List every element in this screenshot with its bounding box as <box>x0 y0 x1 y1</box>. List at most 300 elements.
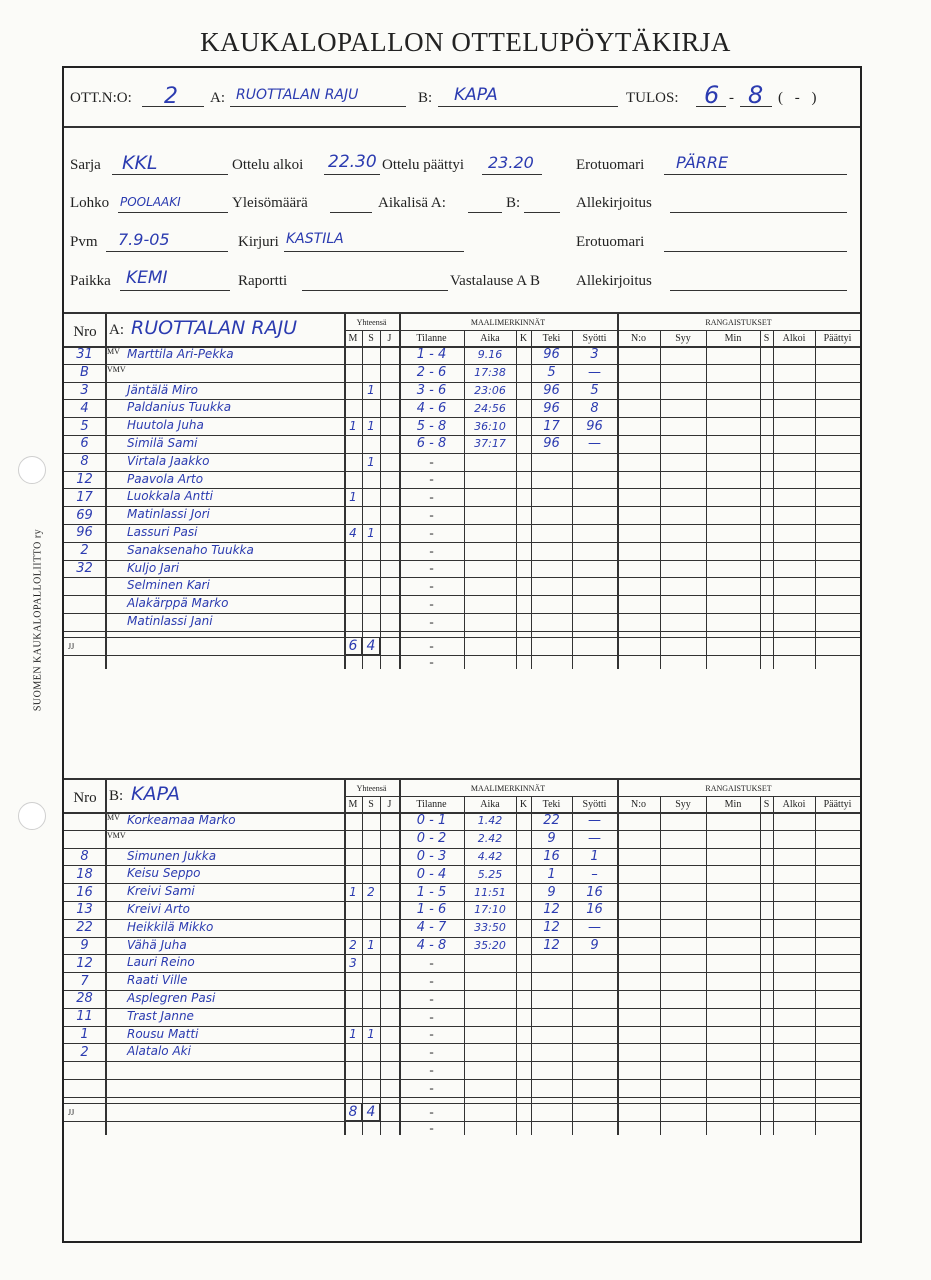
m-header: M <box>348 798 358 810</box>
player-goals <box>344 901 362 919</box>
player-assists <box>362 560 380 578</box>
sarja-value: KKL <box>122 152 158 174</box>
tulos-a-value: 6 <box>704 81 720 109</box>
player-assists <box>362 364 380 382</box>
goal-aika: 17:38 <box>474 366 506 380</box>
player-goals: 1 <box>349 885 357 900</box>
j-header: J <box>387 798 392 810</box>
jj-label: JJ <box>68 641 75 651</box>
player-name: Keisu Seppo <box>127 866 201 881</box>
player-assists <box>362 1061 380 1079</box>
player-name: Similä Sami <box>127 436 198 450</box>
player-assists <box>362 1079 380 1097</box>
paattyi-header: Päättyi <box>823 798 852 810</box>
player-number: 2 <box>80 1044 89 1060</box>
goal-syotti: 1 <box>590 848 599 864</box>
lohko-value: POOLAAKI <box>120 195 181 209</box>
goal-syotti: 9 <box>590 937 599 953</box>
j-header: J <box>387 332 392 344</box>
player-name: Jäntälä Miro <box>127 382 199 397</box>
alkoi-value: 22.30 <box>328 152 377 172</box>
table-row <box>64 1061 860 1079</box>
s-header: S <box>368 798 374 810</box>
player-number: 3 <box>80 382 89 398</box>
syy-header: Syy <box>675 332 691 344</box>
jj-assists-total: 4 <box>362 1103 380 1121</box>
goal-syotti: — <box>588 920 601 936</box>
player-name: Matinlassi Jori <box>127 507 210 522</box>
goal-tilanne: 5 - 8 <box>416 418 447 434</box>
player-number: 18 <box>76 866 93 882</box>
player-assists <box>362 613 380 631</box>
raportti-line <box>302 290 448 291</box>
player-goals <box>344 542 362 560</box>
goal-empty-dash: - <box>429 990 434 1006</box>
goal-tilanne: 4 - 8 <box>416 937 447 953</box>
nro-header: Nro <box>73 323 97 340</box>
vastalause-label: Vastalause A B <box>450 273 540 289</box>
player-assists <box>362 1008 380 1026</box>
goal-teki: 96 <box>543 347 560 363</box>
goal-aika: 24:56 <box>474 401 506 415</box>
player-goals <box>344 812 362 830</box>
player-goals <box>344 990 362 1008</box>
player-assists <box>362 830 380 848</box>
goal-empty-dash: - <box>429 1044 434 1060</box>
goal-empty-dash: - <box>429 489 434 505</box>
player-number: 13 <box>76 902 93 918</box>
table-row <box>64 471 860 489</box>
player-number: 11 <box>76 1009 93 1025</box>
table-row <box>64 830 860 848</box>
goal-syotti: 16 <box>586 902 603 918</box>
player-name: Heikkilä Mikko <box>127 919 214 934</box>
goal-syotti: — <box>588 813 601 829</box>
player-number <box>64 1061 105 1079</box>
goal-teki: 96 <box>543 436 560 452</box>
player-number: 8 <box>80 454 89 470</box>
pvm-value: 7.9-05 <box>118 230 170 249</box>
goal-aika: 37:17 <box>474 437 506 451</box>
erotuomari1-label: Erotuomari <box>576 157 645 173</box>
rangaistukset-header: RANGAISTUKSET <box>705 317 772 327</box>
team-a-section <box>64 314 860 776</box>
rs-header: S <box>763 798 770 810</box>
goal-aika: 11:51 <box>474 885 506 899</box>
teki-header: Teki <box>542 798 561 810</box>
goal-empty-dash: - <box>429 524 434 540</box>
kirjuri-value: KASTILA <box>286 231 344 247</box>
goal-empty-dash: - <box>429 1119 434 1135</box>
table-row <box>64 506 860 524</box>
table-row <box>64 937 860 955</box>
player-goals <box>344 919 362 937</box>
player-assists <box>362 595 380 613</box>
player-name: Alakärppä Marko <box>127 596 229 611</box>
goal-empty-dash: - <box>429 1008 434 1024</box>
min-header: Min <box>724 798 742 810</box>
goal-empty-dash: - <box>429 596 434 612</box>
player-number: 6 <box>80 436 89 452</box>
table-row <box>64 346 860 364</box>
tulos-paren: ( - ) <box>778 90 821 106</box>
table-row <box>64 542 860 560</box>
form-frame <box>62 66 862 1243</box>
table-row <box>64 435 860 453</box>
player-assists <box>362 848 380 866</box>
player-number: 32 <box>76 560 93 576</box>
player-goals <box>344 399 362 417</box>
row-line <box>64 631 860 632</box>
player-number <box>64 812 105 830</box>
player-goals <box>344 453 362 471</box>
player-goals <box>344 972 362 990</box>
yleiso-line <box>330 212 372 213</box>
player-number: 9 <box>80 937 89 953</box>
goal-empty-dash: - <box>429 955 434 971</box>
player-number <box>64 613 105 631</box>
kirjuri-label: Kirjuri <box>238 234 279 250</box>
player-name: Matinlassi Jani <box>127 614 213 628</box>
allek2-line <box>670 290 847 291</box>
goal-aika: 5.25 <box>477 867 503 881</box>
player-name: Luokkala Antti <box>127 489 213 504</box>
teamA-name: RUOTTALAN RAJU <box>131 317 298 339</box>
goal-teki: 9 <box>547 831 556 847</box>
table-row <box>64 1008 860 1026</box>
player-number <box>64 577 105 595</box>
paattyi-line <box>482 174 542 175</box>
table-row <box>64 577 860 595</box>
pvm-label: Pvm <box>70 234 98 250</box>
table-row <box>64 812 860 830</box>
table-row <box>64 883 860 901</box>
player-name: Raati Ville <box>127 973 188 988</box>
rno-header: N:o <box>631 798 646 810</box>
goal-teki: 12 <box>543 937 560 953</box>
table-row <box>64 972 860 990</box>
player-goals <box>344 1043 362 1061</box>
teki-header: Teki <box>542 332 561 344</box>
goal-tilanne: 1 - 4 <box>416 347 447 363</box>
allek2-label: Allekirjoitus <box>576 273 652 289</box>
jj-goals-total: 8 <box>344 1103 362 1121</box>
yhteensa-header: Yhteensä <box>356 783 387 793</box>
player-number <box>64 595 105 613</box>
k-header: K <box>519 332 528 344</box>
goal-teki: 22 <box>543 813 560 829</box>
player-goals <box>344 1061 362 1079</box>
table-row <box>64 364 860 382</box>
form-title: KAUKALOPALLON OTTELUPÖYTÄKIRJA <box>200 27 731 57</box>
mv-label: MV <box>107 347 120 356</box>
table-row <box>64 613 860 631</box>
player-number: 2 <box>80 543 89 559</box>
player-goals <box>344 848 362 866</box>
goal-syotti: 8 <box>590 400 599 416</box>
goal-aika: 33:50 <box>474 921 506 935</box>
teamB-label: B: <box>109 788 124 804</box>
player-number: 4 <box>80 400 89 416</box>
player-number: 96 <box>76 525 93 541</box>
paikka-label: Paikka <box>70 273 111 289</box>
goal-tilanne: 6 - 8 <box>416 436 447 452</box>
goal-syotti: – <box>591 866 598 882</box>
player-assists <box>362 506 380 524</box>
player-number: 7 <box>80 973 89 989</box>
player-name: Paldanius Tuukka <box>127 400 232 415</box>
goal-teki: 96 <box>543 400 560 416</box>
table-row <box>64 1043 860 1061</box>
goal-empty-dash: - <box>429 613 434 629</box>
mv-label: MV <box>107 813 120 822</box>
aikalisa-a-line <box>468 212 502 213</box>
player-name: Huutola Juha <box>127 418 204 433</box>
player-goals <box>344 577 362 595</box>
table-row <box>64 1079 860 1097</box>
player-goals <box>344 506 362 524</box>
goal-tilanne: 1 - 5 <box>416 884 447 900</box>
tilanne-header: Tilanne <box>416 332 447 344</box>
player-assists <box>362 901 380 919</box>
goal-aika: 36:10 <box>474 419 506 433</box>
player-goals <box>344 346 362 364</box>
player-goals <box>344 560 362 578</box>
allek1-label: Allekirjoitus <box>576 195 652 211</box>
sarja-line <box>112 174 228 175</box>
player-assists <box>362 435 380 453</box>
goal-teki: 16 <box>543 848 560 864</box>
player-name: Lassuri Pasi <box>127 525 198 539</box>
header-divider <box>64 126 860 128</box>
player-number: 12 <box>76 471 93 487</box>
player-number: 12 <box>76 955 93 971</box>
goal-empty-dash: - <box>429 578 434 594</box>
sarja-label: Sarja <box>70 157 101 173</box>
goal-teki: 1 <box>547 866 556 882</box>
player-number <box>64 1079 105 1097</box>
player-number: 17 <box>76 489 93 505</box>
goal-aika: 9.16 <box>477 348 503 362</box>
goal-syotti: 96 <box>586 418 603 434</box>
player-goals <box>344 830 362 848</box>
s-header: S <box>368 332 374 344</box>
goal-empty-dash: - <box>429 560 434 576</box>
table-row <box>64 990 860 1008</box>
vmv-label: VMV <box>107 830 126 840</box>
player-assists: 2 <box>367 885 375 900</box>
goal-syotti: 5 <box>590 382 599 398</box>
player-name: Vähä Juha <box>127 937 187 952</box>
tulos-dash: - <box>729 90 734 106</box>
player-assists: 1 <box>367 1027 375 1042</box>
player-number <box>64 830 105 848</box>
goal-teki: 5 <box>547 365 556 381</box>
goal-empty-dash: - <box>429 507 434 523</box>
rs-header: S <box>763 332 770 344</box>
player-name: Kreivi Sami <box>127 884 195 899</box>
table-row <box>64 382 860 400</box>
player-name: Selminen Kari <box>127 578 210 593</box>
yleiso-label: Yleisömäärä <box>232 195 308 211</box>
aikalisa-label: Aikalisä A: <box>378 195 446 211</box>
syy-header: Syy <box>675 798 691 810</box>
player-number: B <box>80 365 89 381</box>
player-goals: 2 <box>349 938 357 953</box>
player-number: 16 <box>76 884 93 900</box>
player-assists: 1 <box>367 525 375 540</box>
table-row <box>64 901 860 919</box>
player-goals <box>344 865 362 883</box>
player-goals <box>344 435 362 453</box>
paattyi-label: Ottelu päättyi <box>382 157 465 173</box>
rangaistukset-header: RANGAISTUKSET <box>705 783 772 793</box>
player-goals: 1 <box>349 1027 357 1042</box>
goal-syotti: — <box>588 436 601 452</box>
player-assists: 1 <box>367 938 375 953</box>
nro-header: Nro <box>73 789 97 806</box>
table-row <box>64 453 860 471</box>
player-name: Marttila Ari-Pekka <box>127 347 234 361</box>
player-assists <box>362 1043 380 1061</box>
goal-teki: 12 <box>543 920 560 936</box>
player-goals: 4 <box>349 525 357 540</box>
team-a-label-header: A: <box>210 90 225 106</box>
syotti-header: Syötti <box>582 332 607 344</box>
tulos-label: TULOS: <box>626 90 679 106</box>
tulos-b-value: 8 <box>748 81 764 109</box>
player-assists <box>362 399 380 417</box>
goal-tilanne: 3 - 6 <box>416 382 447 398</box>
player-number: 69 <box>76 507 93 523</box>
m-header: M <box>348 332 358 344</box>
pvm-line <box>106 251 228 252</box>
goal-empty-dash: - <box>429 653 434 669</box>
goal-aika: 23:06 <box>474 383 506 397</box>
team-b-section <box>64 780 860 1241</box>
player-number: 8 <box>80 848 89 864</box>
player-goals <box>344 1008 362 1026</box>
alkoi-header: Alkoi <box>782 798 806 810</box>
goal-aika: 1.42 <box>477 814 503 828</box>
player-goals <box>344 382 362 400</box>
player-assists: 1 <box>367 454 375 469</box>
paikka-value: KEMI <box>126 268 168 288</box>
player-assists <box>362 919 380 937</box>
player-name: Kreivi Arto <box>127 902 190 916</box>
aika-header: Aika <box>480 332 500 344</box>
yhteensa-header: Yhteensä <box>356 317 387 327</box>
team-b-label-header: B: <box>418 90 433 106</box>
player-number: 31 <box>76 347 93 363</box>
ottno-value: 2 <box>164 84 178 109</box>
table-row <box>64 1026 860 1044</box>
goal-empty-dash: - <box>429 973 434 989</box>
player-goals: 1 <box>349 490 357 505</box>
table-row <box>64 417 860 435</box>
goal-aika: 35:20 <box>474 938 506 952</box>
jj-goals-total: 6 <box>344 637 362 655</box>
erotuomari1-value: PÄRRE <box>676 153 729 172</box>
player-name: Asplegren Pasi <box>127 991 216 1005</box>
jj-assists-total: 4 <box>362 637 380 655</box>
player-goals <box>344 595 362 613</box>
player-name: Trast Janne <box>127 1008 194 1023</box>
goal-empty-dash: - <box>429 542 434 558</box>
paikka-line <box>120 290 230 291</box>
table-row <box>64 865 860 883</box>
vmv-label: VMV <box>107 364 126 374</box>
goal-teki: 96 <box>543 382 560 398</box>
player-assists <box>362 577 380 595</box>
lohko-label: Lohko <box>70 195 110 211</box>
table-row <box>64 595 860 613</box>
player-assists <box>362 812 380 830</box>
goal-aika: 2.42 <box>477 832 503 846</box>
teamB-name: KAPA <box>131 783 180 805</box>
player-name: Kuljo Jari <box>127 560 180 575</box>
player-name: Rousu Matti <box>127 1026 199 1041</box>
player-assists <box>362 990 380 1008</box>
goal-tilanne: 0 - 4 <box>416 866 447 882</box>
player-number: 5 <box>80 418 89 434</box>
ottno-label: OTT.N:O: <box>70 90 132 106</box>
lohko-line <box>118 212 228 213</box>
goal-tilanne: 2 - 6 <box>416 365 447 381</box>
erotuomari1-line <box>664 174 847 175</box>
player-name: Paavola Arto <box>127 471 204 486</box>
aikalisa-b-line <box>524 212 560 213</box>
team-a-line <box>230 106 406 107</box>
table-row <box>64 954 860 972</box>
player-goals <box>344 471 362 489</box>
team-b-value-header: KAPA <box>454 85 498 105</box>
team-b-line <box>438 106 618 107</box>
goal-empty-dash: - <box>429 1079 434 1095</box>
paattyi-header: Päättyi <box>823 332 852 344</box>
player-assists <box>362 954 380 972</box>
player-assists <box>362 542 380 560</box>
player-goals <box>344 364 362 382</box>
side-text: SUOMEN KAUKALOPALLOLIITTO ry <box>32 528 44 712</box>
player-assists <box>362 346 380 364</box>
player-assists: 1 <box>367 383 375 398</box>
player-goals: 3 <box>349 956 357 971</box>
maali-header: MAALIMERKINNÄT <box>470 783 546 793</box>
k-header: K <box>519 798 528 810</box>
goal-teki: 17 <box>543 418 560 434</box>
table-row <box>64 524 860 542</box>
player-assists <box>362 488 380 506</box>
player-assists <box>362 972 380 990</box>
player-number: 22 <box>76 920 93 936</box>
teamA-label: A: <box>109 322 124 338</box>
goal-tilanne: 0 - 3 <box>416 848 447 864</box>
player-assists <box>362 865 380 883</box>
player-name: Simunen Jukka <box>127 848 217 863</box>
goal-teki: 12 <box>543 902 560 918</box>
aika-header: Aika <box>480 798 500 810</box>
goal-empty-dash: - <box>429 1103 434 1119</box>
alkoi-header: Alkoi <box>782 332 806 344</box>
team-a-value-header: RUOTTALAN RAJU <box>236 87 359 103</box>
maali-header: MAALIMERKINNÄT <box>470 317 546 327</box>
min-header: Min <box>724 332 742 344</box>
table-row <box>64 919 860 937</box>
player-number: 28 <box>76 991 93 1007</box>
aikalisa-b-label: B: <box>506 195 521 211</box>
player-name: Virtala Jaakko <box>127 453 210 468</box>
